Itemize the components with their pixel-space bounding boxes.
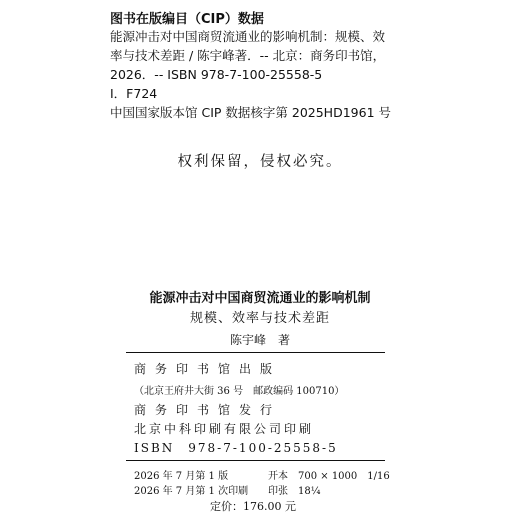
cip-entry-line-2: 率与技术差距 / 陈宇峰著．-- 北京：商务印书馆， <box>110 48 386 63</box>
publisher-line: 商务印书馆出版 <box>134 362 282 376</box>
book-author: 陈宇峰 著 <box>230 333 291 347</box>
first-edition: 2026 年 7 月第 1 版 <box>134 471 229 482</box>
cip-entry-line-1: 能源冲击对中国商贸流通业的影响机制：规模、效 <box>110 29 386 44</box>
publisher-address: （北京王府井大街 36 号 邮政编码 100710） <box>134 386 345 397</box>
cip-record-number: 中国国家版本馆 CIP 数据核字第 2025HD1961 号 <box>110 105 391 120</box>
cip-classification: Ⅰ．F724 <box>110 86 158 101</box>
printer-line: 北京中科印刷有限公司印刷 <box>134 422 315 436</box>
book-subtitle: 规模、效率与技术差距 <box>189 311 330 326</box>
rights-notice: 权利保留，侵权必究。 <box>177 154 343 170</box>
divider-top <box>126 352 385 353</box>
distributor-line: 商务印书馆发行 <box>134 403 282 417</box>
cip-entry-line-3: 2026．-- ISBN 978-7-100-25558-5 <box>110 67 323 82</box>
isbn-line: ISBN 978-7-100-25558-5 <box>134 441 338 455</box>
book-title: 能源冲击对中国商贸流通业的影响机制 <box>149 291 371 306</box>
printed-sheets: 印张 18¼ <box>268 486 321 497</box>
cip-heading: 图书在版编目（CIP）数据 <box>110 12 264 27</box>
divider-bottom <box>126 460 385 461</box>
first-printing: 2026 年 7 月第 1 次印刷 <box>134 486 249 497</box>
price: 定价：176.00 元 <box>210 500 296 513</box>
book-format: 开本 700 × 1000 1/16 <box>268 471 390 482</box>
